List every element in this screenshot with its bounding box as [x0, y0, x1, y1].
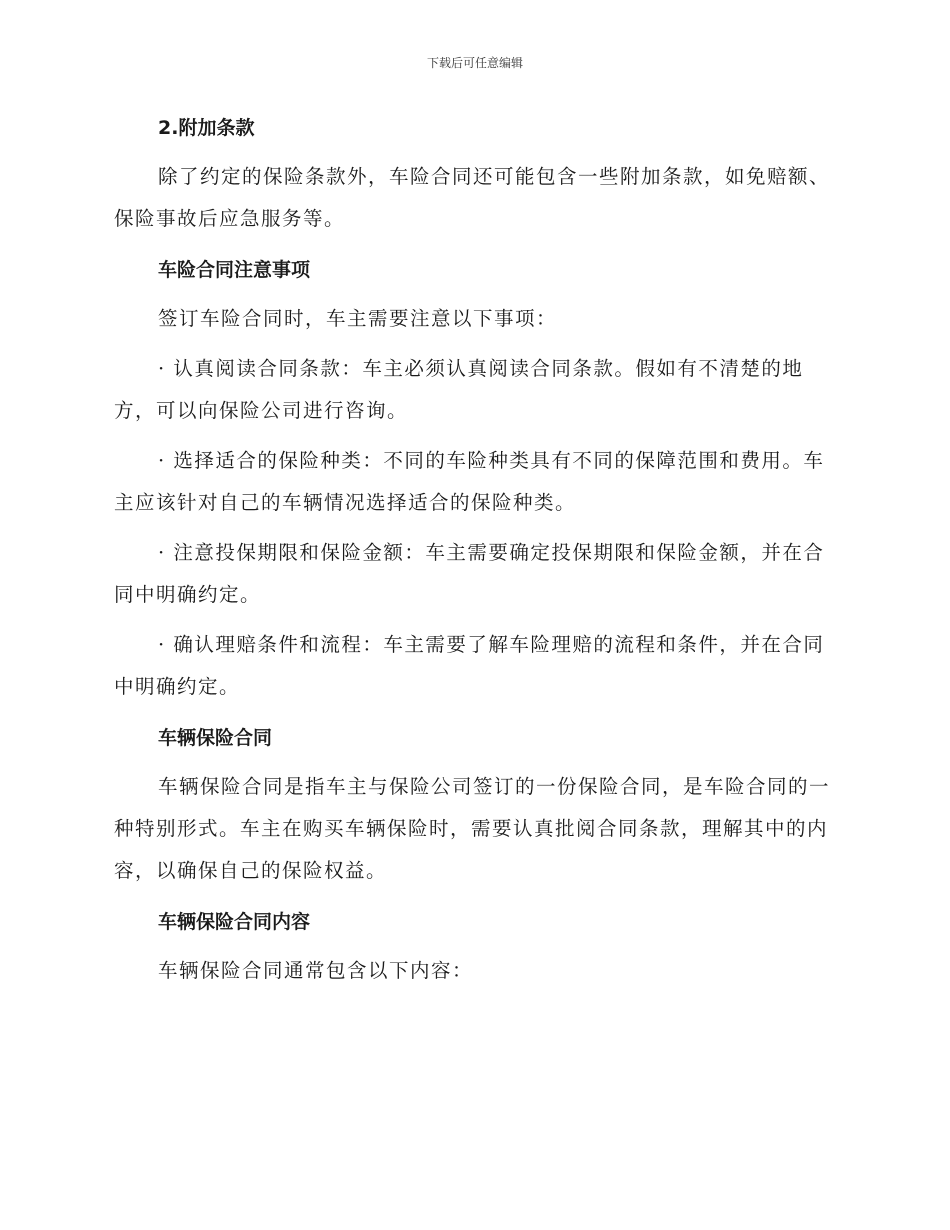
- paragraph-additional-clauses: 除了约定的保险条款外，车险合同还可能包含一些附加条款，如免赔额、保险事故后应急服务等。: [114, 165, 831, 230]
- paragraph-precautions-intro: 签订车险合同时，车主需要注意以下事项：: [158, 307, 558, 330]
- list-item-claim-process: · 确认理赔条件和流程：车主需要了解车险理赔的流程和条件，并在合同中明确约定。: [114, 633, 825, 698]
- paragraph-vehicle-contract: 车辆保险合同是指车主与保险公司签订的一份保险合同，是车险合同的一种特别形式。车主在购买车辆保险时，需要认真批阅合同条款，理解其中的内容，以确保自己的保险权益。: [114, 775, 831, 882]
- section-heading-precautions: 车险合同注意事项: [158, 259, 311, 281]
- list-item-period-amount: · 注意投保期限和保险金额：车主需要确定投保期限和保险金额，并在合同中明确约定。: [114, 541, 825, 606]
- paragraph-contract-content-intro: 车辆保险合同通常包含以下内容：: [158, 959, 474, 982]
- list-item-choose-type: · 选择适合的保险种类：不同的车险种类具有不同的保障范围和费用。车主应该针对自己的车辆情况选择适合的保险种类。: [114, 449, 825, 514]
- document-body: [114, 108, 834, 992]
- list-item-read-terms: · 认真阅读合同条款：车主必须认真阅读合同条款。假如有不清楚的地方，可以向保险公司进行咨询。: [114, 357, 804, 422]
- header-note: 下载后可任意编辑: [426, 56, 523, 70]
- section-heading-contract-content: 车辆保险合同内容: [158, 911, 311, 933]
- section-heading-vehicle-contract: 车辆保险合同: [158, 727, 273, 749]
- section-heading-additional-clauses: 2.附加条款: [158, 117, 255, 139]
